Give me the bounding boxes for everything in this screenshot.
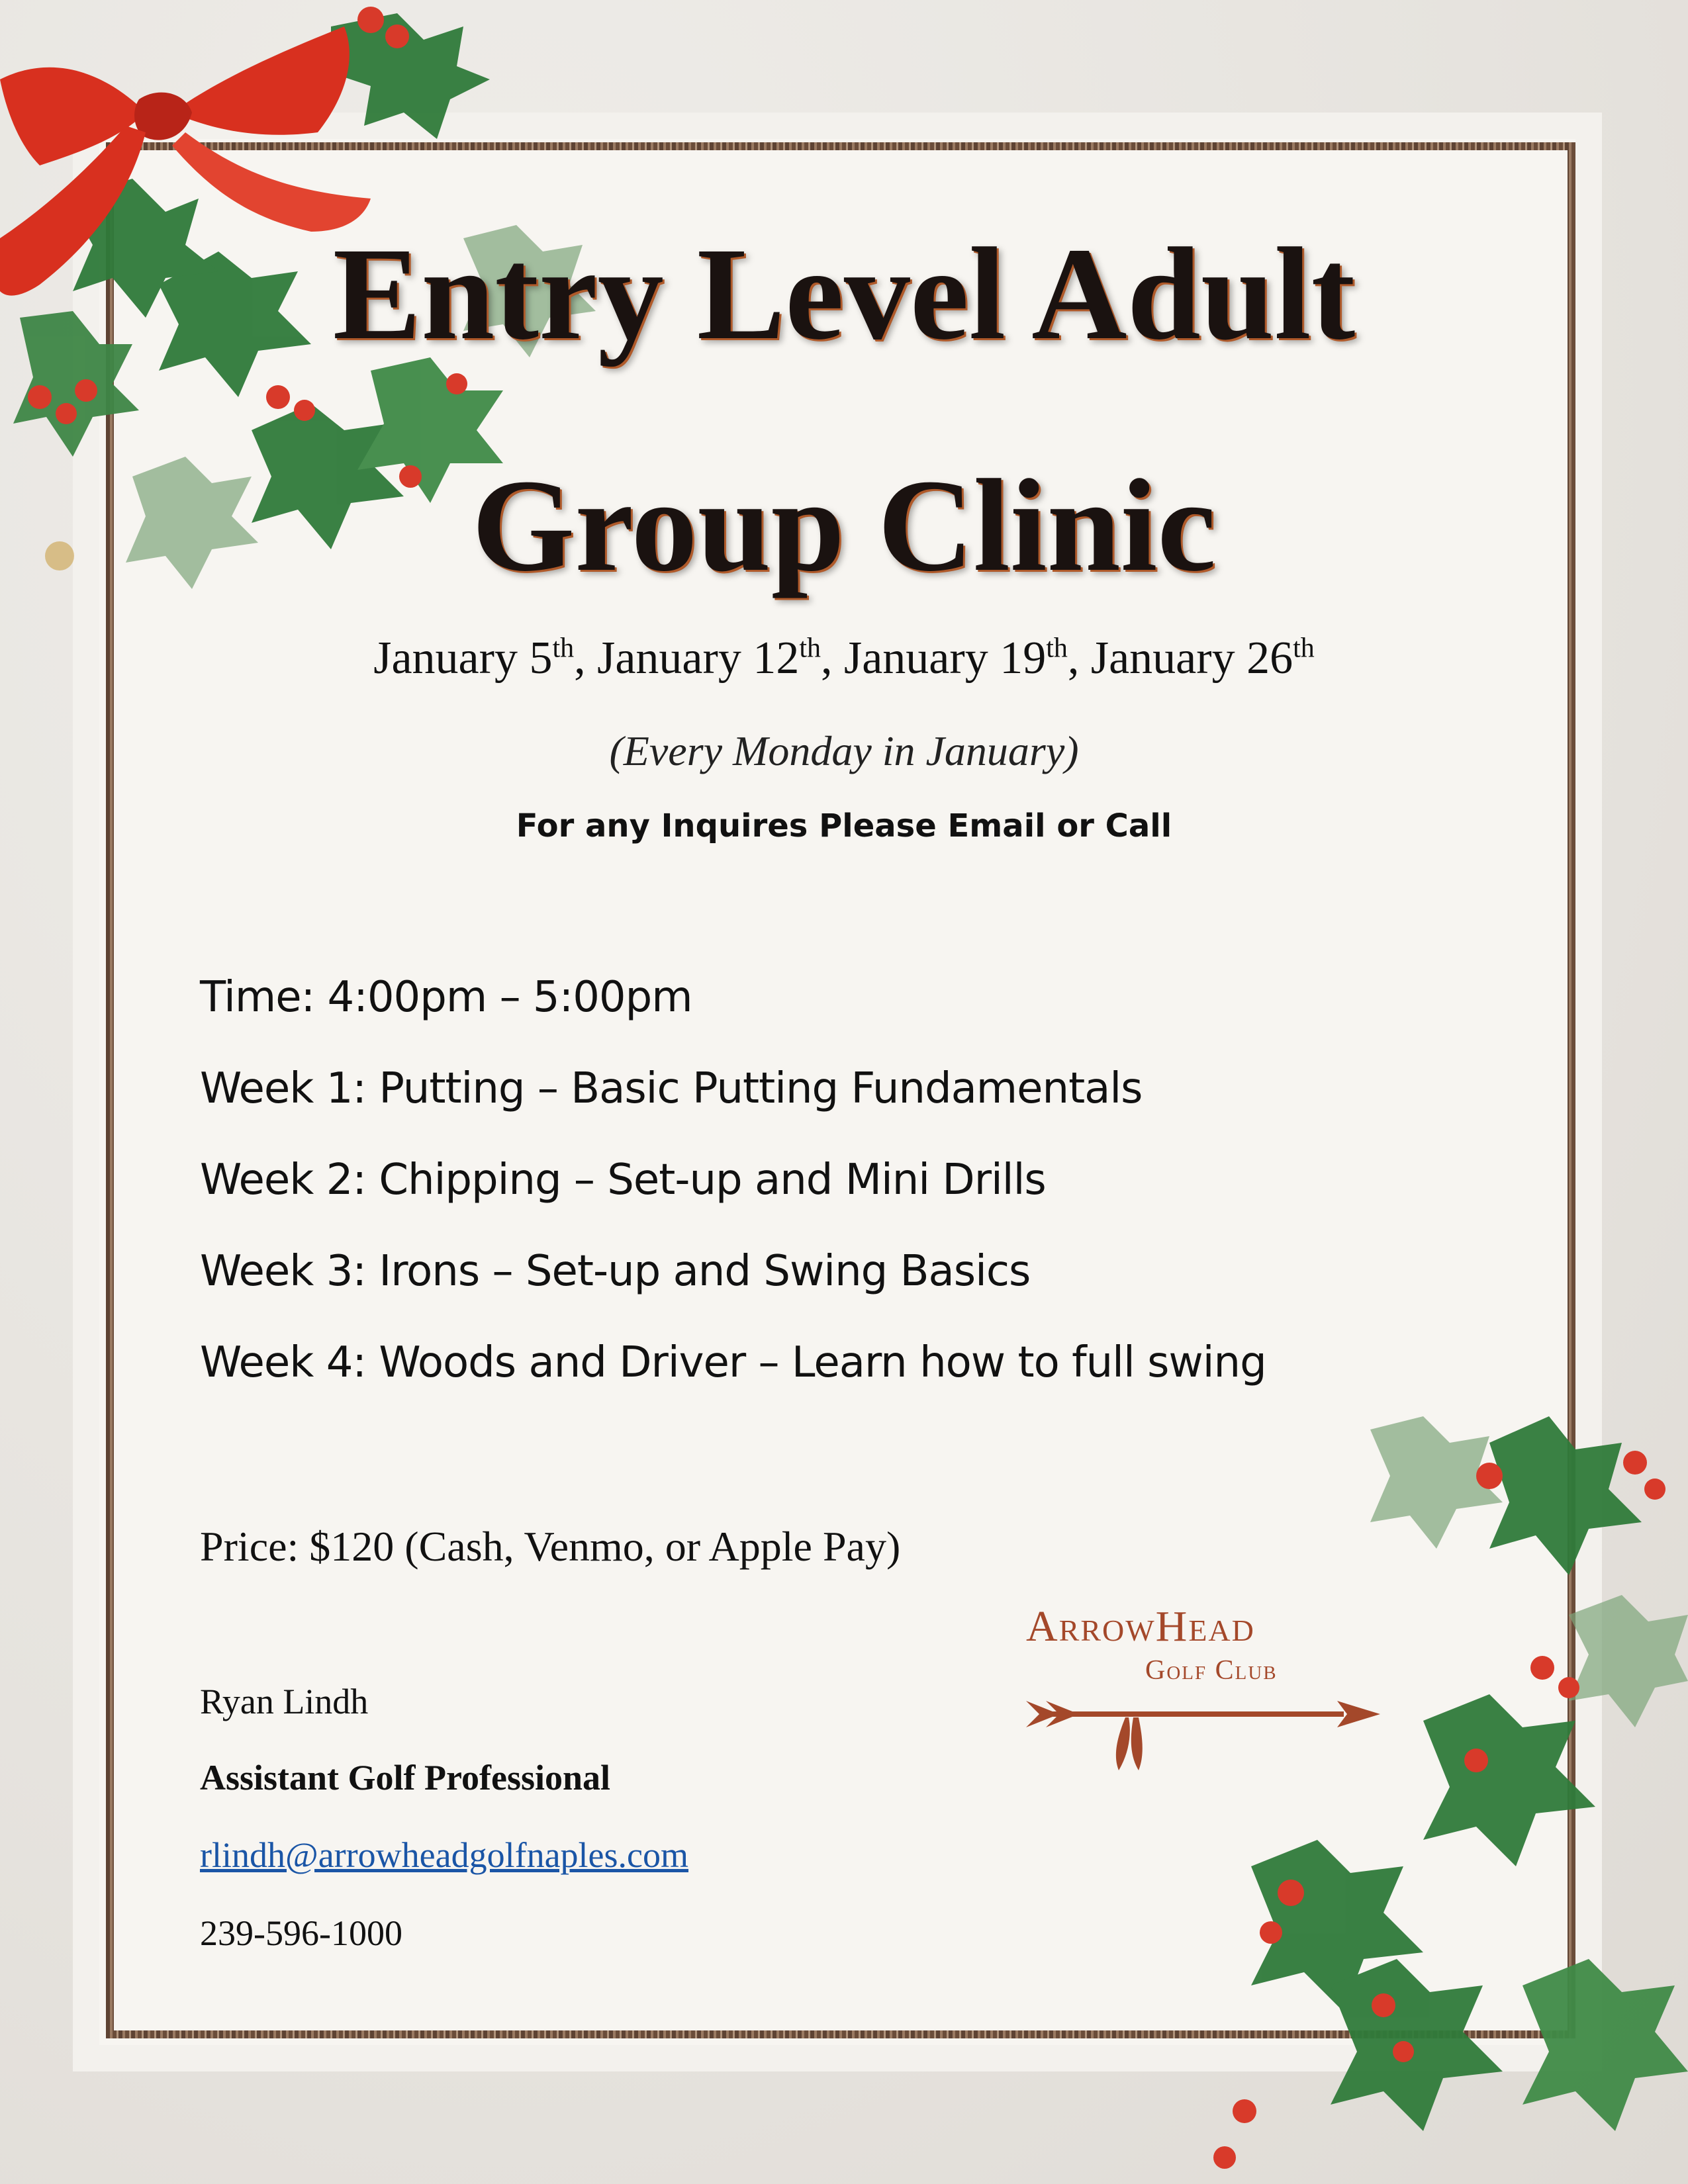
contact-name: Ryan Lindh: [200, 1682, 369, 1721]
logo-line-1: ArrowHead: [1026, 1602, 1255, 1651]
schedule-week-4: Week 4: Woods and Driver – Learn how to full swing: [200, 1338, 1266, 1387]
contact-email-link[interactable]: rlindh@arrowheadgolfnaples.com: [200, 1835, 688, 1875]
date-suffix: th: [799, 633, 821, 664]
schedule-time: Time: 4:00pm – 5:00pm: [200, 973, 692, 1022]
schedule-week-2: Week 2: Chipping – Set-up and Mini Drills: [200, 1156, 1046, 1205]
date-suffix: th: [1293, 633, 1315, 664]
date-month: January: [597, 633, 741, 684]
date-suffix: th: [552, 633, 575, 664]
inquiries-note: For any Inquires Please Email or Call: [516, 807, 1172, 844]
date-day: 19: [1000, 633, 1047, 684]
title-line-1: Entry Level Adult: [332, 221, 1356, 367]
date-day: 12: [753, 633, 800, 684]
schedule-week-1: Week 1: Putting – Basic Putting Fundamentals: [200, 1064, 1143, 1113]
contact-role: Assistant Golf Professional: [200, 1758, 611, 1797]
contact-phone: 239-596-1000: [200, 1913, 402, 1953]
date-day: 5: [529, 633, 553, 684]
holly-decoration-bottom-right: [1092, 1390, 1688, 2184]
logo-line-2: Golf Club: [1145, 1655, 1278, 1686]
schedule-week-3: Week 3: Irons – Set-up and Swing Basics: [200, 1247, 1031, 1296]
date-suffix: th: [1046, 633, 1068, 664]
title-line-2: Group Clinic: [471, 453, 1217, 599]
arrow-icon: [1019, 1681, 1390, 1774]
date-month: January: [1090, 633, 1235, 684]
date-day: 26: [1246, 633, 1293, 684]
date-month: January: [373, 633, 518, 684]
dates-line: January 5th, January 12th, January 19th, January 26th: [373, 633, 1315, 684]
price: Price: $120 (Cash, Venmo, or Apple Pay): [200, 1523, 901, 1570]
date-month: January: [844, 633, 988, 684]
every-monday-note: (Every Monday in January): [609, 727, 1079, 774]
arrowhead-logo: [1019, 1602, 1390, 1774]
